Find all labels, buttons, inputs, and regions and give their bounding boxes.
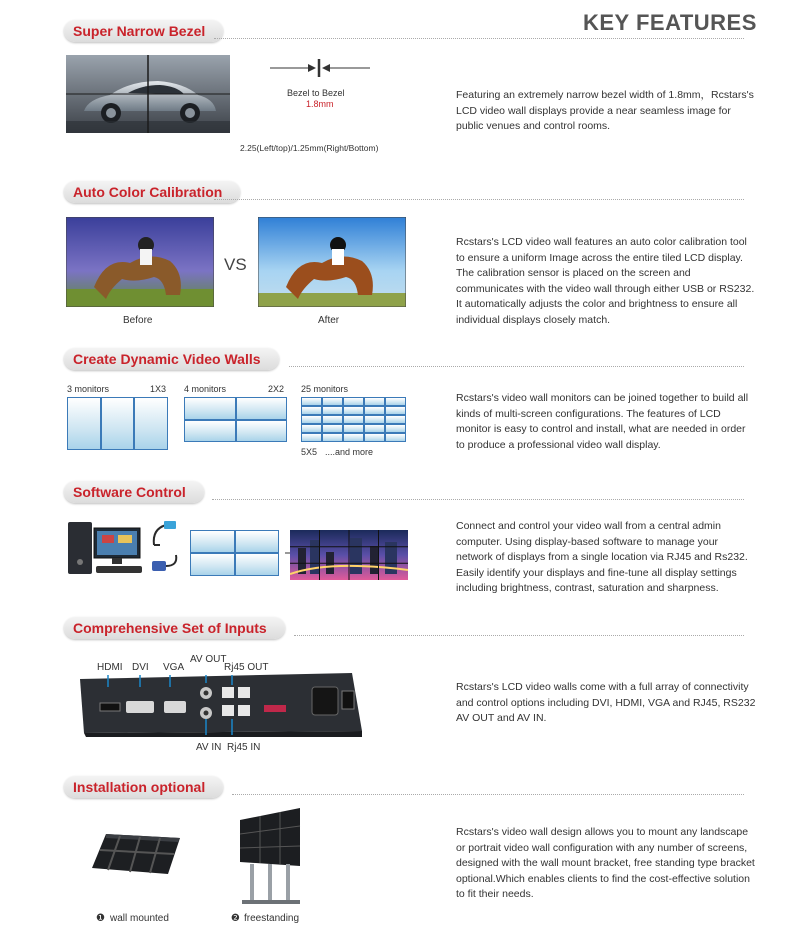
bezel-description: Featuring an extremely narrow bezel width of 1.8mm，Rcstars's LCD video wall displays provide a near seamless image for public venues and control rooms. xyxy=(456,89,754,133)
cable-icon xyxy=(148,517,182,581)
bezel-label: Bezel to Bezel xyxy=(287,88,345,98)
wall-mounted-number: ❶ xyxy=(96,913,105,924)
divider xyxy=(232,794,744,795)
bezel-spec: 2.25(Left/top)/1.25mm(Right/Bottom) xyxy=(240,143,379,153)
section-title: Installation optional xyxy=(64,776,223,798)
dvi-label: DVI xyxy=(132,662,149,673)
section-header-inputs xyxy=(64,617,744,641)
wall-2x2-diagram xyxy=(184,397,287,442)
section-title: Auto Color Calibration xyxy=(64,181,240,203)
wall-1x3-diagram xyxy=(67,397,168,450)
section-title: Create Dynamic Video Walls xyxy=(64,348,279,370)
city-video-wall-image xyxy=(290,530,408,580)
wall-5x5-diagram xyxy=(301,397,406,442)
divider xyxy=(212,499,744,500)
color-description: Rcstars's LCD video wall features an auto color calibration tool to ensure a uniform Image across the entire tiled LCD display. The calibration sensor is placed on the screen and communicates with the video wall through either USB or RS232. It automatically adjusts the color and brightness to ensure all individual displays closely match. xyxy=(456,236,755,326)
before-horse-image xyxy=(66,217,214,307)
m3-label: 3 monitors xyxy=(67,384,110,394)
after-label: After xyxy=(318,315,340,326)
rj45-in-label: Rj45 IN xyxy=(227,742,261,753)
section-title: Super Narrow Bezel xyxy=(64,20,223,42)
bezel-arrows-icon xyxy=(268,58,372,78)
av-out-label: AV OUT xyxy=(190,654,227,665)
section-title: Comprehensive Set of Inputs xyxy=(64,617,285,639)
page-title: KEY FEATURES xyxy=(583,10,757,35)
software-description: Connect and control your video wall from a central admin computer. Using display-based software to manage your network of displays from a single location via RJ45 and Rs232. Easily identify your displays and fine-tune all display settings including brightness, contrast, saturation and sharpness. xyxy=(456,520,748,595)
bezel-car-image xyxy=(66,55,230,133)
inputs-description: Rcstars's LCD video walls come with a full array of connectivity and control options including DVI, HDMI, VGA and RJ45, RS232 AV OUT and AV IN. xyxy=(456,681,756,725)
freestanding-number: ❷ xyxy=(231,913,240,924)
walls-description: Rcstars's video wall monitors can be joined together to build all kinds of multi-screen configurations. The features of LCD monitor is easy to control and install, what are needed in order to produce a professional video wall display. xyxy=(456,392,749,451)
after-horse-image xyxy=(258,217,406,307)
section-title: Software Control xyxy=(64,481,204,503)
freestanding-bracket-image xyxy=(236,806,304,906)
wall-mount-bracket-image xyxy=(90,830,182,880)
install-description: Rcstars's video wall design allows you to mount any landscape or portrait video wall configuration with any number of screens, designed with the wall mount bracket, free standing type bracket optional.Which enables clients to find the cost-effective solution to fit their needs. xyxy=(456,826,755,901)
divider xyxy=(289,366,744,367)
bezel-value: 1.8mm xyxy=(306,99,334,109)
wall-mounted-label: wall mounted xyxy=(110,913,169,924)
section-header-install xyxy=(64,776,744,800)
m3-grid-label: 1X3 xyxy=(150,384,167,394)
av-in-label: AV IN xyxy=(196,742,222,753)
freestanding-label: freestanding xyxy=(244,913,300,924)
rj45-out-label: Rj45 OUT xyxy=(224,662,269,673)
m25-label: 25 monitors xyxy=(301,384,349,394)
divider xyxy=(214,199,744,200)
section-header-walls xyxy=(64,348,744,372)
computer-icon xyxy=(66,520,144,580)
section-header-color xyxy=(64,181,744,205)
hdmi-label: HDMI xyxy=(97,662,123,673)
m4-label: 4 monitors xyxy=(184,384,227,394)
and-more-label: ....and more xyxy=(325,447,374,457)
m4-grid-label: 2X2 xyxy=(268,384,285,394)
vga-label: VGA xyxy=(163,662,185,673)
vs-label: VS xyxy=(224,255,247,274)
section-header-software xyxy=(64,481,744,505)
m25-grid-label: 5X5 xyxy=(301,447,318,457)
software-wall-diagram xyxy=(190,530,279,576)
divider xyxy=(294,635,744,636)
input-panel-image xyxy=(80,673,362,737)
before-label: Before xyxy=(123,315,153,326)
divider xyxy=(214,38,744,39)
section-header-bezel xyxy=(64,20,744,44)
